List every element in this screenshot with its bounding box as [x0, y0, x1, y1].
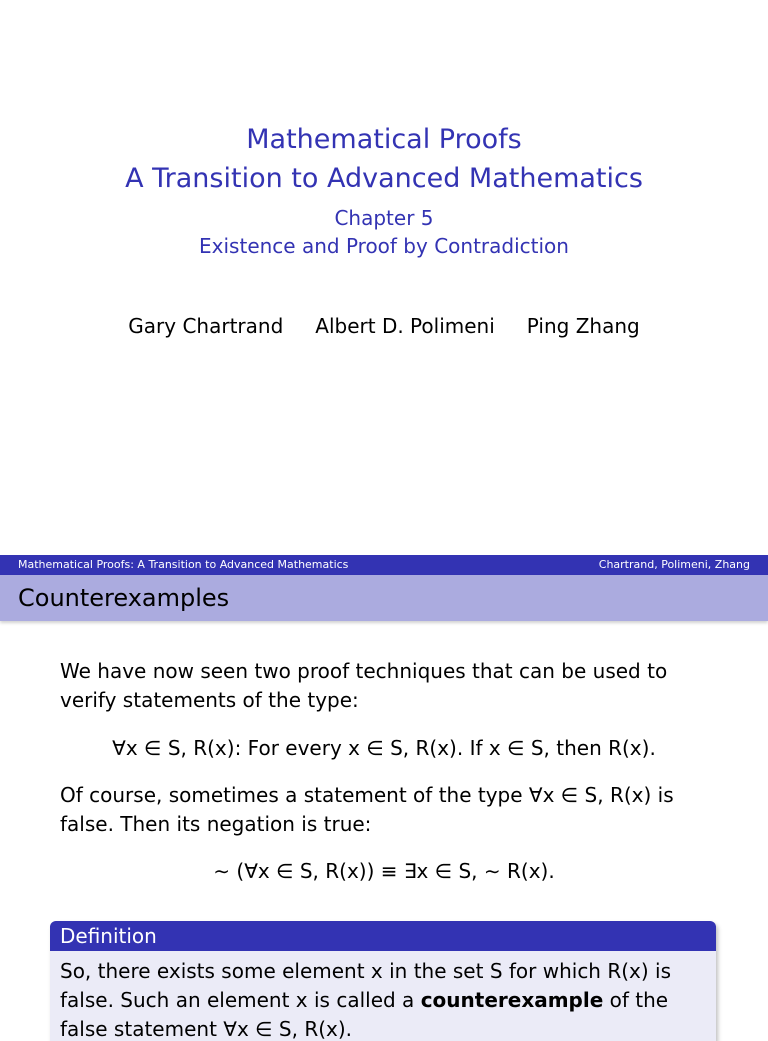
chapter-label: Chapter 5 [334, 206, 434, 230]
author-list [0, 314, 768, 338]
slide-header-bar [0, 555, 768, 575]
definition-body [50, 951, 716, 1041]
author-name: Albert D. Polimeni [315, 314, 495, 338]
header-book-title: Mathematical Proofs: A Transition to Advanced Mathematics [18, 558, 349, 571]
chapter-title: Existence and Proof by Contradiction [199, 234, 569, 258]
equation-universal: ∀x ∈ S, R(x): For every x ∈ S, R(x). If x ∈ S, then R(x). [112, 736, 656, 760]
paragraph-negation: Of course, sometimes a statement of the type ∀x ∈ S, R(x) is false. Then its negation is true: [60, 783, 674, 836]
equation-negation: ∼ (∀x ∈ S, R(x)) ≡ ∃x ∈ S, ∼ R(x). [213, 859, 555, 883]
frame-title-bar [0, 575, 768, 621]
header-authors: Chartrand, Polimeni, Zhang [598, 558, 750, 571]
author-name: Ping Zhang [526, 314, 640, 338]
paragraph-intro: We have now seen two proof techniques that can be used to verify statements of the type: [60, 659, 668, 712]
definition-term: counterexample [420, 988, 604, 1012]
definition-text: So, there exists some element x in the set S for which R(x) is false. Such an element x is called a [60, 959, 672, 1012]
title-line-2: A Transition to Advanced Mathematics [125, 163, 643, 194]
definition-block [50, 921, 716, 1041]
frame-title: Counterexamples [18, 584, 230, 612]
definition-heading: Definition [50, 921, 716, 951]
title-line-1: Mathematical Proofs [246, 124, 522, 155]
definition-text-end: of the false statement ∀x ∈ S, R(x). [60, 988, 669, 1041]
author-name: Gary Chartrand [128, 314, 284, 338]
